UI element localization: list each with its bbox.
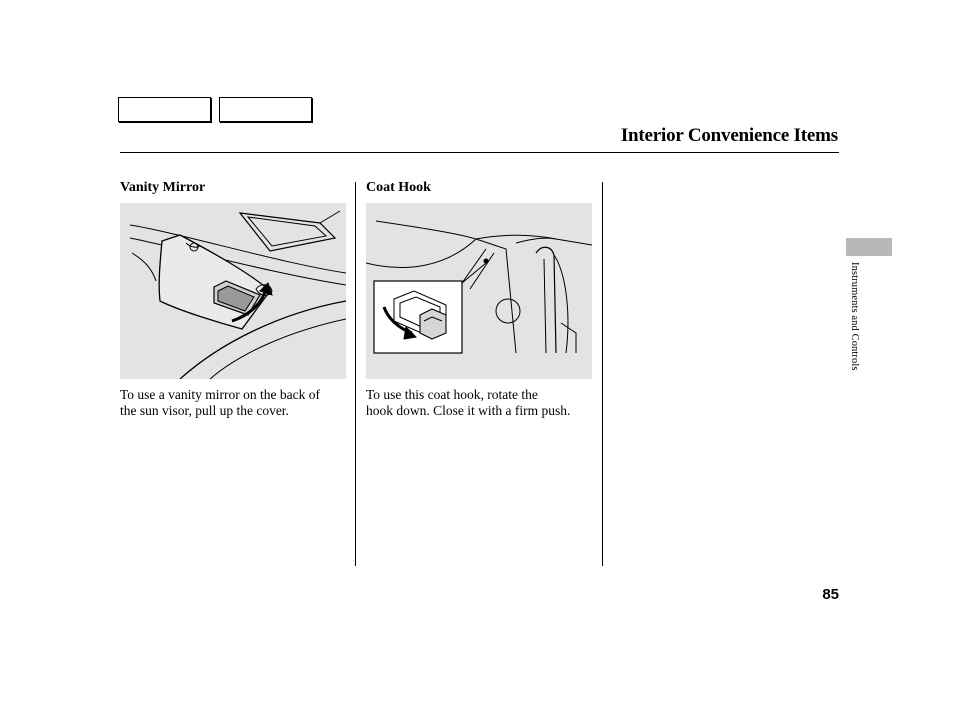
section-tab: [846, 238, 892, 256]
vanity-text-line-1: To use a vanity mirror on the back of: [120, 387, 320, 402]
coat-text-line-2: hook down. Close it with a firm push.: [366, 403, 571, 418]
header-rule: [120, 152, 839, 153]
vanity-mirror-text: [120, 387, 352, 419]
coat-hook-text: [366, 387, 598, 419]
vanity-mirror-illustration: [120, 203, 346, 379]
coat-hook-heading: Coat Hook: [366, 180, 431, 195]
section-label: [848, 262, 862, 402]
column-divider: [355, 182, 356, 566]
section-label-text: Instruments and Controls: [849, 262, 860, 371]
coat-text-line-1: To use this coat hook, rotate the: [366, 387, 538, 402]
nav-button-next[interactable]: [219, 97, 312, 122]
column-divider: [602, 182, 603, 566]
nav-button-previous[interactable]: [118, 97, 211, 122]
page-number: 85: [822, 586, 839, 603]
page-title: Interior Convenience Items: [620, 125, 838, 146]
vanity-mirror-heading: Vanity Mirror: [120, 180, 206, 195]
vanity-text-line-2: the sun visor, pull up the cover.: [120, 403, 289, 418]
coat-hook-illustration: [366, 203, 592, 379]
